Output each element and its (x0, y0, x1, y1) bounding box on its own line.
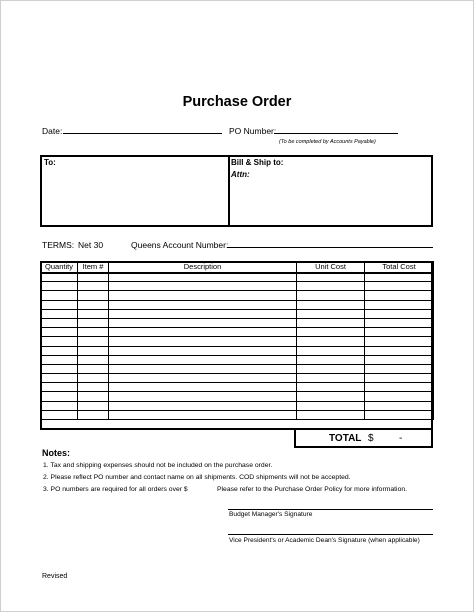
description-cell[interactable] (109, 392, 297, 401)
date-field[interactable] (63, 133, 222, 134)
table-row (41, 291, 434, 300)
item-number-cell[interactable] (78, 401, 109, 410)
revised-label: Revised (42, 573, 68, 580)
item-number-cell[interactable] (78, 328, 109, 337)
item-number-cell[interactable] (78, 383, 109, 392)
item-number-cell[interactable] (78, 364, 109, 373)
table-row (41, 300, 434, 309)
quantity-cell[interactable] (41, 282, 78, 291)
column-header-unit-cost: Unit Cost (297, 262, 365, 273)
table-row (41, 374, 434, 383)
unit-cost-cell[interactable] (297, 383, 365, 392)
table-row (41, 282, 434, 291)
table-row (41, 401, 434, 410)
quantity-cell[interactable] (41, 318, 78, 327)
column-header-item-number: Item # (78, 262, 109, 273)
quantity-cell[interactable] (41, 346, 78, 355)
table-row (41, 410, 434, 419)
unit-cost-cell[interactable] (297, 309, 365, 318)
table-row (41, 346, 434, 355)
quantity-cell[interactable] (41, 364, 78, 373)
item-number-cell[interactable] (78, 410, 109, 419)
total-cost-cell[interactable] (365, 309, 434, 318)
total-cost-cell[interactable] (365, 355, 434, 364)
table-row (41, 383, 434, 392)
to-label: To: (44, 158, 56, 167)
table-row (41, 355, 434, 364)
column-header-description: Description (109, 262, 297, 273)
item-number-cell[interactable] (78, 392, 109, 401)
description-cell[interactable] (109, 410, 297, 419)
page-title: Purchase Order (182, 94, 292, 110)
note-item: 1. Tax and shipping expenses should not be included on the purchase order. (43, 462, 273, 469)
unit-cost-cell[interactable] (297, 374, 365, 383)
quantity-cell[interactable] (41, 383, 78, 392)
unit-cost-cell[interactable] (297, 410, 365, 419)
description-cell[interactable] (109, 328, 297, 337)
table-row (41, 337, 434, 346)
table-body (41, 273, 434, 420)
total-cost-cell[interactable] (365, 392, 434, 401)
total-cost-cell[interactable] (365, 282, 434, 291)
item-number-cell[interactable] (78, 346, 109, 355)
total-cost-cell[interactable] (365, 410, 434, 419)
quantity-cell[interactable] (41, 273, 78, 282)
item-number-cell[interactable] (78, 318, 109, 327)
items-table (40, 261, 434, 420)
quantity-cell[interactable] (41, 328, 78, 337)
description-cell[interactable] (109, 309, 297, 318)
item-number-cell[interactable] (78, 355, 109, 364)
description-cell[interactable] (109, 383, 297, 392)
column-header-total-cost: Total Cost (365, 262, 434, 273)
item-number-cell[interactable] (78, 282, 109, 291)
po-number-note: (To be completed by Accounts Payable) (279, 139, 376, 145)
item-number-cell[interactable] (78, 300, 109, 309)
bill-ship-box[interactable] (228, 155, 433, 227)
unit-cost-cell[interactable] (297, 273, 365, 282)
unit-cost-cell[interactable] (297, 355, 365, 364)
terms-label: TERMS: (42, 240, 75, 250)
po-number-label: PO Number: (229, 126, 277, 136)
unit-cost-cell[interactable] (297, 318, 365, 327)
total-label: TOTAL (329, 433, 362, 444)
table-row (41, 364, 434, 373)
quantity-cell[interactable] (41, 392, 78, 401)
note-item: 3. PO numbers are required for all orders over $ (43, 486, 188, 493)
unit-cost-cell[interactable] (297, 282, 365, 291)
item-number-cell[interactable] (78, 291, 109, 300)
po-policy-note: Please refer to the Purchase Order Policy for more information. (217, 486, 408, 493)
terms-value: Net 30 (78, 240, 104, 250)
total-cost-cell[interactable] (365, 318, 434, 327)
item-number-cell[interactable] (78, 273, 109, 282)
description-cell[interactable] (109, 401, 297, 410)
to-box[interactable] (40, 155, 230, 227)
attn-label: Attn: (231, 170, 250, 179)
quantity-cell[interactable] (41, 300, 78, 309)
item-number-cell[interactable] (78, 337, 109, 346)
total-currency: $ (368, 433, 374, 444)
table-row (41, 309, 434, 318)
description-cell[interactable] (109, 337, 297, 346)
total-cost-cell[interactable] (365, 273, 434, 282)
description-cell[interactable] (109, 282, 297, 291)
quantity-cell[interactable] (41, 374, 78, 383)
total-cost-cell[interactable] (365, 401, 434, 410)
unit-cost-cell[interactable] (297, 401, 365, 410)
description-cell[interactable] (109, 364, 297, 373)
description-cell[interactable] (109, 273, 297, 282)
bill-ship-label: Bill & Ship to: (231, 158, 284, 167)
table-row (41, 392, 434, 401)
unit-cost-cell[interactable] (297, 291, 365, 300)
quantity-cell[interactable] (41, 355, 78, 364)
table-row (41, 328, 434, 337)
total-cost-cell[interactable] (365, 291, 434, 300)
total-value[interactable]: - (399, 433, 403, 444)
date-label: Date: (42, 126, 63, 136)
description-cell[interactable] (109, 346, 297, 355)
table-row (41, 318, 434, 327)
unit-cost-cell[interactable] (297, 300, 365, 309)
quantity-cell[interactable] (41, 410, 78, 419)
description-cell[interactable] (109, 374, 297, 383)
table-row (41, 273, 434, 282)
item-number-cell[interactable] (78, 374, 109, 383)
unit-cost-cell[interactable] (297, 328, 365, 337)
quantity-cell[interactable] (41, 337, 78, 346)
vp-dean-signature-line[interactable] (228, 534, 433, 535)
notes-title: Notes: (42, 448, 71, 458)
quantity-cell[interactable] (41, 291, 78, 300)
unit-cost-cell[interactable] (297, 364, 365, 373)
total-cost-cell[interactable] (365, 383, 434, 392)
total-cost-cell[interactable] (365, 346, 434, 355)
unit-cost-cell[interactable] (297, 392, 365, 401)
description-cell[interactable] (109, 318, 297, 327)
account-number-label: Queens Account Number: (131, 240, 229, 250)
total-cost-cell[interactable] (365, 364, 434, 373)
table-header-row (41, 262, 434, 273)
total-cost-cell[interactable] (365, 328, 434, 337)
unit-cost-cell[interactable] (297, 346, 365, 355)
total-box (294, 430, 433, 448)
description-cell[interactable] (109, 291, 297, 300)
description-cell[interactable] (109, 355, 297, 364)
vp-dean-signature-label: Vice President's or Academic Dean's Signature (when applicable) (229, 537, 420, 544)
note-item: 2. Please reflect PO number and contact name on all shipments. COD shipments will not be accepted. (43, 474, 351, 481)
quantity-cell[interactable] (41, 309, 78, 318)
total-cost-cell[interactable] (365, 300, 434, 309)
column-header-quantity: Quantity (41, 262, 78, 273)
budget-manager-signature-label: Budget Manager's Signature (229, 511, 313, 518)
quantity-cell[interactable] (41, 401, 78, 410)
item-number-cell[interactable] (78, 309, 109, 318)
unit-cost-cell[interactable] (297, 337, 365, 346)
description-cell[interactable] (109, 300, 297, 309)
budget-manager-signature-line[interactable] (228, 509, 433, 510)
account-number-field[interactable] (227, 247, 433, 248)
po-number-field[interactable] (274, 133, 398, 134)
total-cost-cell[interactable] (365, 337, 434, 346)
total-cost-cell[interactable] (365, 374, 434, 383)
